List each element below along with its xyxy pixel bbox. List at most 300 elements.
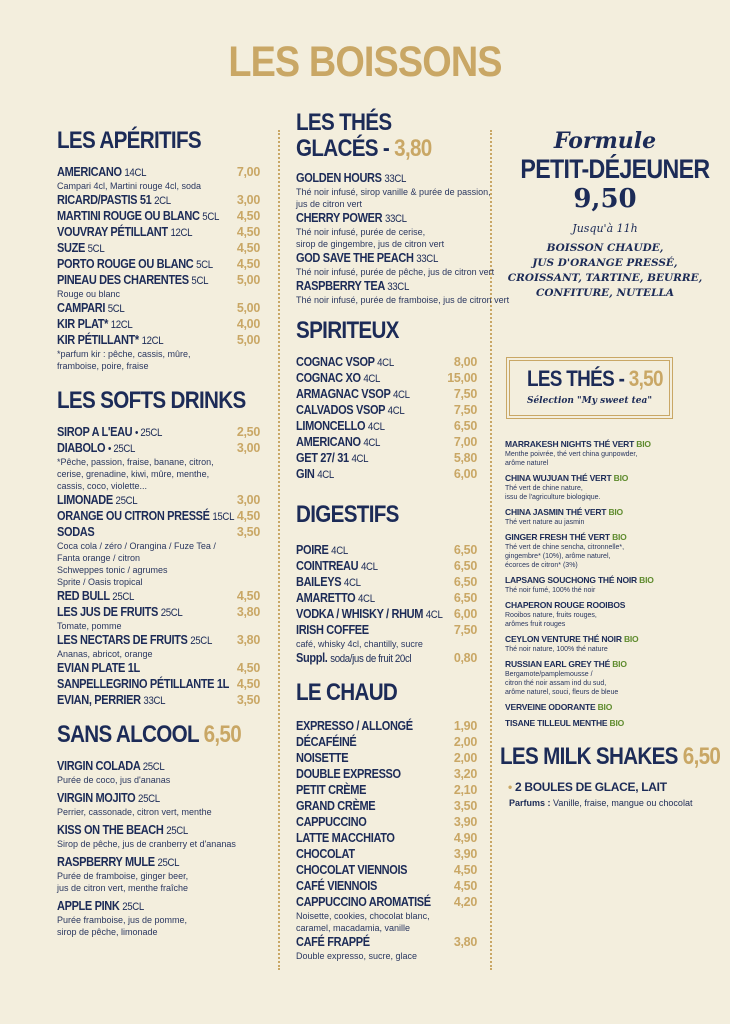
menu-item — [296, 434, 477, 450]
item-price: 4,50 — [236, 509, 260, 523]
item-description: Thé noir infusé, sirop vanille & purée de passion, — [296, 187, 491, 197]
item-name-text: CAFÉ FRAPPÉ — [296, 935, 370, 949]
item-name — [296, 862, 407, 878]
item-description: Noisette, cookies, chocolat blanc, — [296, 911, 430, 921]
item-name-text: APPLE PINK — [57, 899, 120, 913]
menu-item — [296, 830, 477, 846]
item-price: 3,80 — [453, 935, 477, 949]
tea-description: arôme naturel, souci, fleurs de bleue — [505, 689, 619, 696]
item-name — [296, 370, 380, 387]
item-price: 6,00 — [453, 467, 477, 481]
item-price: 2,00 — [453, 735, 477, 749]
item-name — [296, 650, 411, 667]
item-price: 5,00 — [236, 333, 260, 347]
item-name — [296, 798, 375, 814]
item-price: 4,50 — [453, 879, 477, 893]
menu-item — [57, 660, 260, 676]
item-size: 25CL — [122, 901, 144, 913]
sans-alcool-list — [57, 758, 260, 942]
menu-item — [57, 676, 260, 692]
item-size: 4CL — [358, 593, 375, 605]
item-price: 6,50 — [453, 419, 477, 433]
item-description: *parfum kir : pêche, cassis, mûre, — [57, 349, 191, 359]
item-name-text: COGNAC VSOP — [296, 355, 375, 369]
item-size: 33CL — [387, 281, 409, 293]
item-name-text: LIMONCELLO — [296, 419, 366, 433]
item-name-text: ARMAGNAC VSOP — [296, 387, 391, 401]
item-name-text: CALVADOS VSOP — [296, 403, 385, 417]
item-price: 4,50 — [236, 209, 260, 223]
item-size: 4CL — [377, 357, 394, 369]
bio-badge: BIO — [608, 507, 623, 517]
menu-item — [296, 210, 477, 226]
item-description: sirop de pêche, limonade — [57, 927, 158, 937]
column-left — [57, 128, 260, 942]
item-size: 15CL — [212, 511, 235, 523]
tea-name-text: MARRAKESH NIGHTS THÉ VERT — [505, 439, 635, 449]
item-name — [57, 588, 134, 605]
item-name-text: RED BULL — [57, 589, 110, 603]
item-size: 25CL — [160, 607, 183, 619]
milkshakes-price: 6,50 — [682, 743, 721, 770]
tea-name-text: CHINA JASMIN THÉ VERT — [505, 507, 607, 517]
item-description: Coca cola / zéro / Orangina / Fuze Tea / — [57, 541, 216, 551]
item-price: 7,00 — [236, 165, 260, 179]
item-price: 4,50 — [236, 257, 260, 271]
formule-price: 9,50 — [573, 184, 637, 214]
menu-item — [57, 332, 260, 348]
tea-description: Rooibos nature, fruits rouges, — [505, 612, 597, 619]
item-size: 12CL — [170, 227, 193, 239]
item-name-text: GET 27/ 31 — [296, 451, 349, 465]
item-price: 6,50 — [453, 559, 477, 573]
item-size: 4CL — [392, 389, 410, 401]
item-name — [57, 332, 163, 349]
item-name-text: PETIT CRÈME — [296, 783, 367, 797]
item-name — [296, 814, 366, 830]
bio-badge: BIO — [597, 702, 613, 712]
item-description: Schweppes tonic / agrumes — [57, 565, 168, 575]
item-name — [57, 316, 132, 333]
column-divider-right — [490, 130, 492, 970]
item-description: jus de citron vert, menthe fraîche — [57, 883, 189, 893]
item-name-text: EVIAN, PERRIER — [57, 693, 141, 707]
tea-description: Thé noir fumé, 100% thé noir — [505, 587, 596, 594]
menu-item — [57, 272, 260, 288]
item-name — [57, 676, 229, 692]
item-price: 4,50 — [236, 661, 260, 675]
tea-name — [505, 659, 705, 670]
menu-item — [57, 854, 260, 870]
item-price: 4,50 — [453, 863, 477, 877]
tea-name-text: CEYLON VENTURE THÉ NOIR — [505, 634, 622, 644]
formule-line: CONFITURE, NUTELLA — [536, 287, 674, 299]
thes-glaces-list — [296, 170, 510, 306]
tea-description: citron thé noir assam ind du sud, — [505, 680, 607, 687]
item-name — [296, 622, 369, 638]
item-name-text: DIABOLO — [57, 441, 106, 455]
item-size: 5CL — [196, 259, 213, 271]
menu-item — [57, 632, 260, 648]
milkshakes-parfums — [509, 798, 720, 808]
menu-item — [57, 588, 260, 604]
item-name — [296, 466, 334, 483]
menu-item — [296, 622, 477, 638]
menu-item — [296, 650, 477, 666]
thes-price: 3,50 — [628, 366, 663, 391]
formule-script: Formule — [553, 128, 657, 154]
menu-item — [57, 208, 260, 224]
item-size: 25CL — [115, 495, 138, 507]
aperitifs-title: LES APÉRITIFS — [57, 127, 201, 154]
item-price: 8,00 — [453, 355, 477, 369]
sans-alcool-price: 6,50 — [203, 721, 241, 748]
menu-item — [57, 424, 260, 440]
item-price: 3,90 — [453, 815, 477, 829]
item-name-text: SANPELLEGRINO PÉTILLANTE 1L — [57, 677, 230, 691]
item-description: sirop de gingembre, jus de citron vert — [296, 239, 445, 249]
item-price: 4,50 — [236, 225, 260, 239]
item-name — [57, 208, 219, 225]
menu-item — [296, 862, 477, 878]
digestifs-title: DIGESTIFS — [296, 501, 399, 528]
menu-item — [296, 894, 477, 910]
menu-item — [57, 440, 260, 456]
menu-item — [57, 822, 260, 838]
thes-subtitle: Sélection "My sweet tea" — [526, 396, 653, 406]
item-price: 6,50 — [453, 543, 477, 557]
item-name-text: GRAND CRÈME — [296, 799, 376, 813]
item-name-text: NOISETTE — [296, 751, 349, 765]
menu-item — [57, 316, 260, 332]
item-price: 3,00 — [236, 493, 260, 507]
item-size: 2CL — [154, 195, 171, 207]
menu-item — [57, 492, 260, 508]
item-name-text: LIMONADE — [57, 493, 113, 507]
tea-description: arôme naturel — [505, 460, 549, 467]
bullet-icon: • — [508, 780, 512, 794]
item-description: cassis, coco, violette... — [57, 481, 148, 491]
item-name — [57, 822, 188, 839]
item-price: 3,00 — [236, 193, 260, 207]
item-size: 25CL — [112, 591, 135, 603]
tea-name — [505, 718, 705, 729]
thes-glaces-price: 3,80 — [394, 135, 432, 162]
item-name — [57, 440, 135, 457]
menu-item — [296, 558, 477, 574]
item-name — [57, 272, 208, 289]
menu-item — [57, 604, 260, 620]
item-name — [296, 846, 355, 862]
item-name — [57, 660, 140, 676]
item-name-text: LES JUS DE FRUITS — [57, 605, 158, 619]
menu-item — [296, 798, 477, 814]
item-name-text: POIRE — [296, 543, 329, 557]
item-description: Purée de coco, jus d'ananas — [57, 775, 171, 785]
item-price: 3,50 — [453, 799, 477, 813]
item-name-text: RASPBERRY MULE — [57, 855, 155, 869]
item-price: 4,90 — [453, 831, 477, 845]
item-size: 33CL — [416, 253, 438, 265]
item-price: 6,00 — [453, 607, 477, 621]
bio-badge: BIO — [612, 532, 627, 542]
formule-line: CROISSANT, TARTINE, BEURRE, — [507, 272, 703, 284]
item-description: jus de citron vert — [296, 199, 363, 209]
menu-item — [296, 590, 477, 606]
item-price: 15,00 — [447, 371, 477, 385]
item-name — [57, 508, 234, 525]
bio-badge: BIO — [612, 659, 627, 669]
menu-item — [57, 192, 260, 208]
tea-name-text: VERVEINE ODORANTE — [505, 702, 596, 712]
spiritueux-list — [296, 354, 477, 482]
item-size: 12CL — [141, 335, 164, 347]
item-price: 4,50 — [236, 677, 260, 691]
menu-item — [296, 750, 477, 766]
item-name-text: KIR PÉTILLANT* — [57, 333, 139, 347]
formule-line: JUS D'ORANGE PRESSÉ, — [532, 257, 678, 269]
item-price: 3,00 — [236, 441, 260, 455]
item-name-text: SUZE — [57, 241, 85, 255]
item-name — [57, 898, 144, 915]
tea-name — [505, 634, 705, 645]
item-name — [296, 574, 361, 591]
milkshakes-block — [500, 744, 720, 808]
item-name — [57, 192, 171, 209]
menu-item — [296, 466, 477, 482]
item-price: 5,00 — [236, 301, 260, 315]
item-description: cerise, grenadine, kiwi, mûre, menthe, — [57, 469, 210, 479]
menu-item — [296, 418, 477, 434]
item-size: 25CL — [166, 825, 188, 837]
item-name-text: VOUVRAY PÉTILLANT — [57, 225, 168, 239]
item-name-text: CHOCOLAT — [296, 847, 355, 861]
item-name-text: RASPBERRY TEA — [296, 279, 385, 293]
menu-item — [296, 542, 477, 558]
tea-name-text: CHAPERON ROUGE ROOIBOS — [505, 600, 626, 610]
item-price: 4,20 — [453, 895, 477, 909]
item-name-text: VODKA / WHISKY / RHUM — [296, 607, 424, 621]
item-size: 33CL — [384, 173, 407, 185]
item-name — [57, 632, 212, 649]
item-price: 2,00 — [453, 751, 477, 765]
item-price: 7,50 — [453, 623, 477, 637]
item-description: Perrier, cassonade, citron vert, menthe — [57, 807, 212, 817]
menu-item — [296, 606, 477, 622]
menu-item — [296, 766, 477, 782]
formule-line: BOISSON CHAUDE, — [546, 242, 664, 254]
item-name-text: CAFÉ VIENNOIS — [296, 879, 378, 893]
item-name — [57, 758, 164, 775]
tea-name — [505, 507, 705, 518]
item-name — [296, 934, 370, 950]
aperitifs-list — [57, 164, 260, 372]
menu-item — [296, 402, 477, 418]
tea-name — [505, 439, 705, 450]
item-size: 25CL — [190, 635, 212, 647]
formule-until: Jusqu'à 11h — [572, 222, 638, 235]
item-name-text: CAPPUCCINO — [296, 815, 367, 829]
item-description: Fanta orange / citron — [57, 553, 141, 563]
item-name — [57, 604, 182, 621]
item-size: 4CL — [331, 545, 348, 557]
menu-item — [296, 734, 477, 750]
item-price: 3,80 — [236, 605, 260, 619]
item-description: Thé noir infusé, purée de pêche, jus de citron vert — [296, 267, 495, 277]
tea-description: Thé vert nature au jasmin — [505, 519, 585, 526]
item-price: 5,80 — [453, 451, 477, 465]
item-size: soda/jus de fruit 20cl — [330, 653, 412, 665]
item-size: 5CL — [202, 211, 220, 223]
menu-item — [57, 508, 260, 524]
item-description: Tomate, pomme — [57, 621, 122, 631]
formule-block — [505, 128, 710, 301]
item-size: 25CL — [138, 793, 160, 805]
menu-item — [57, 164, 260, 180]
milkshakes-title — [500, 743, 721, 770]
tea-description: Bergamote/pamplemousse / — [505, 671, 593, 678]
item-name-text: KIR PLAT* — [57, 317, 109, 331]
menu-item — [57, 692, 260, 708]
item-name-text: EVIAN PLATE 1L — [57, 661, 140, 675]
bio-badge: BIO — [639, 575, 654, 585]
item-name — [296, 766, 401, 782]
item-size: 25CL — [142, 761, 165, 773]
sans-alcool-title-text: SANS ALCOOL — [57, 721, 199, 748]
menu-item — [296, 386, 477, 402]
item-name — [296, 782, 366, 798]
item-price: 3,90 — [453, 847, 477, 861]
item-description: Campari 4cl, Martini rouge 4cl, soda — [57, 181, 202, 191]
tea-name-text: GINGER FRESH THÉ VERT — [505, 532, 610, 542]
item-size: 12CL — [110, 319, 133, 331]
menu-item — [296, 170, 477, 186]
item-name-text: LES NECTARS DE FRUITS — [57, 633, 188, 647]
spiritueux-title: SPIRITEUX — [296, 317, 399, 344]
chaud-title: LE CHAUD — [296, 679, 398, 706]
item-description: Thé noir infusé, purée de framboise, jus de citron vert — [296, 295, 510, 305]
thes-glaces-title-2 — [296, 136, 452, 162]
item-size: 33CL — [143, 695, 166, 707]
item-name — [296, 250, 438, 267]
tea-name — [505, 600, 705, 611]
menu-item — [57, 240, 260, 256]
menu-item — [296, 878, 477, 894]
item-name-text: MARTINI ROUGE OU BLANC — [57, 209, 200, 223]
item-name-text: COINTREAU — [296, 559, 359, 573]
item-name-text: BAILEYS — [296, 575, 342, 589]
item-name-text: DÉCAFÉINÉ — [296, 735, 357, 749]
menu-item — [57, 790, 260, 806]
item-price: 2,50 — [236, 425, 260, 439]
menu-item — [296, 814, 477, 830]
item-price: 7,00 — [453, 435, 477, 449]
menu-item — [57, 898, 260, 914]
item-name-text: IRISH COFFEE — [296, 623, 369, 637]
menu-item — [296, 278, 477, 294]
item-description: Sirop de pêche, jus de cranberry et d'ananas — [57, 839, 236, 849]
item-name — [296, 210, 407, 227]
tea-name — [505, 702, 705, 713]
menu-item — [296, 574, 477, 590]
item-description: Ananas, abricot, orange — [57, 649, 153, 659]
item-name — [296, 418, 385, 435]
item-size: • 25CL — [107, 443, 136, 455]
thes-glaces-title-1: LES THÉS — [296, 109, 392, 136]
item-name — [296, 450, 368, 467]
milkshakes-title-text: LES MILK SHAKES — [500, 743, 678, 770]
item-size: 4CL — [317, 469, 334, 481]
item-size: 5CL — [191, 275, 209, 287]
milkshakes-line — [508, 780, 720, 794]
tea-description: arômes fruit rouges — [505, 621, 566, 628]
item-name — [296, 606, 442, 623]
item-name — [296, 894, 431, 910]
item-description: Rouge ou blanc — [57, 289, 121, 299]
tea-description: Thé vert de chine sencha, citronnelle*, — [505, 544, 625, 551]
item-name-text: CHOCOLAT VIENNOIS — [296, 863, 408, 877]
item-name — [296, 718, 413, 734]
bio-badge: BIO — [623, 634, 639, 644]
tea-name-text: RUSSIAN EARL GREY THÉ — [505, 659, 611, 669]
item-name — [296, 402, 404, 419]
bio-badge: BIO — [613, 473, 629, 483]
item-description: Sprite / Oasis tropical — [57, 577, 143, 587]
item-name-text: DOUBLE EXPRESSO — [296, 767, 401, 781]
item-name-text: CAPPUCCINO AROMATISÉ — [296, 895, 431, 909]
digestifs-list — [296, 542, 477, 666]
menu-item — [296, 934, 477, 950]
tea-description: issu de l'agriculture biologique. — [505, 494, 601, 501]
item-price: 3,50 — [236, 525, 260, 539]
item-name — [296, 734, 356, 750]
menu-item — [296, 250, 477, 266]
item-price: 2,10 — [453, 783, 477, 797]
item-name — [57, 854, 179, 871]
item-name — [296, 830, 395, 846]
tea-description: écorces de citron* (3%) — [505, 562, 578, 569]
item-description: Double expresso, sucre, glace — [296, 951, 418, 961]
menu-item — [57, 224, 260, 240]
item-name-text: SODAS — [57, 525, 95, 539]
menu-item — [296, 846, 477, 862]
item-name-text: GOLDEN HOURS — [296, 171, 382, 185]
item-size: 14CL — [124, 167, 147, 179]
softs-title: LES SOFTS DRINKS — [57, 387, 246, 414]
tea-name-text: LAPSANG SOUCHONG THÉ NOIR — [505, 575, 637, 585]
item-description: Thé noir infusé, purée de cerise, — [296, 227, 426, 237]
tea-name-text: CHINA WUJUAN THÉ VERT — [505, 473, 612, 483]
milkshakes-parfums-text: Vanille, fraise, mangue ou chocolat — [553, 798, 693, 808]
item-price: 3,80 — [236, 633, 260, 647]
tea-description: Menthe poivrée, thé vert china gunpowder, — [505, 451, 638, 458]
item-name — [296, 354, 394, 371]
item-size: 4CL — [387, 405, 405, 417]
menu-item — [57, 256, 260, 272]
softs-list — [57, 424, 260, 708]
item-name-text: RICARD/PASTIS 51 — [57, 193, 152, 207]
item-price: 1,90 — [453, 719, 477, 733]
column-middle — [296, 109, 510, 962]
item-name-text: SIROP A L'EAU — [57, 425, 133, 439]
formule-lines — [505, 241, 705, 301]
item-name-text: VIRGIN COLADA — [57, 759, 141, 773]
item-name — [57, 240, 104, 257]
item-name-text: CHERRY POWER — [296, 211, 383, 225]
item-size: 5CL — [87, 243, 105, 255]
item-size: 33CL — [384, 213, 407, 225]
thes-title-text: LES THÉS - — [527, 366, 625, 391]
